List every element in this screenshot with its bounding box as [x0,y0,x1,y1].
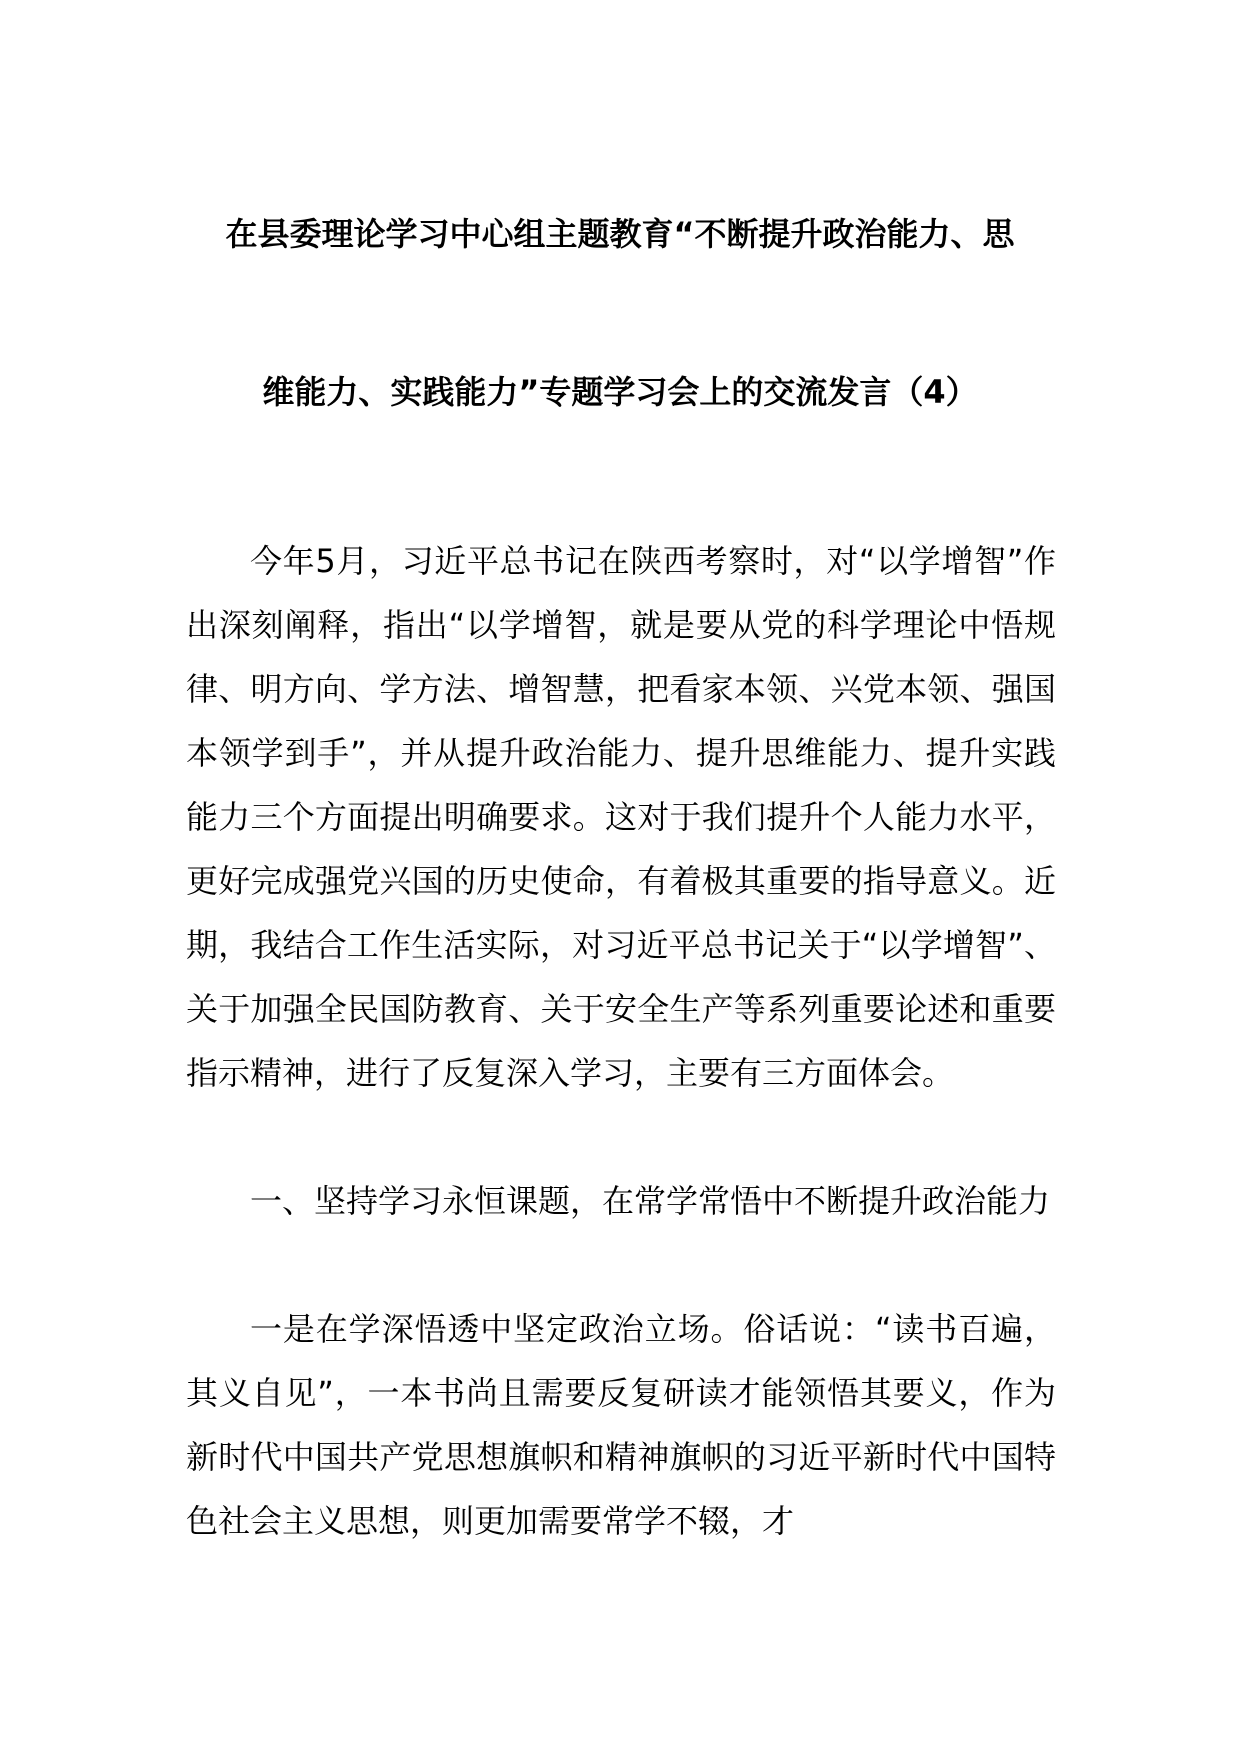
document-title-line-2: 维能力、实践能力”专题学习会上的交流发言（4） [262,373,978,411]
body-paragraph-block-1 [186,529,1056,1105]
section-heading: 一、坚持学习永恒课题，在常学常悟中不断提升政治能力 [250,1182,1051,1220]
body-paragraph: 今年5月，习近平总书记在陕西考察时，对“以学增智”作出深刻阐释，指出“以学增智，就是要从党的科学理论中悟规律、明方向、学方法、增智慧，把看家本领、兴党本领、强国本领学到手”，并从提升政治能力、提升思维能力、提升实践能力三个方面提出明确要求。这对于我们提升个人能力水平，更好完成强党兴国的历史使命，有着极其重要的指导意义。近期，我结合工作生活实际，对习近平总书记关于“以学增智”、关于加强全民国防教育、关于安全生产等系列重要论述和重要指示精神，进行了反复深入学习，主要有三方面体会。 [186,542,1056,1092]
body-paragraph-block-3 [186,1297,1056,1553]
document-title-line-1: 在县委理论学习中心组主题教育“不断提升政治能力、思 [225,215,1015,253]
body-paragraph-block-2 [186,1169,1056,1233]
body-paragraph: 一是在学深悟透中坚定政治立场。俗话说：“读书百遍，其义自见”，一本书尚且需要反复研读才能领悟其要义，作为新时代中国共产党思想旗帜和精神旗帜的习近平新时代中国特色社会主义思想，则更加需要常学不辍，才 [186,1310,1056,1540]
